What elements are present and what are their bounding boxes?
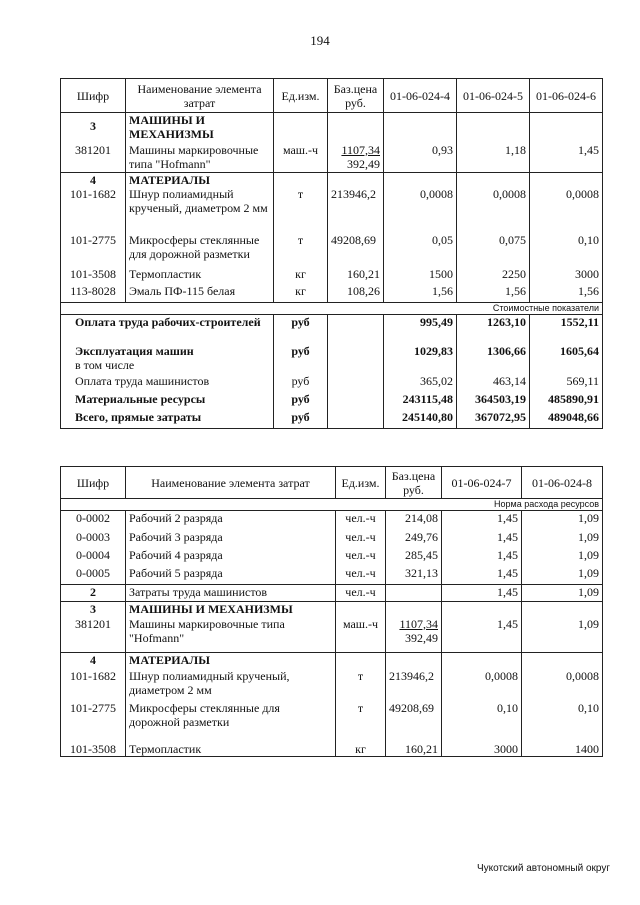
cost-unit: руб bbox=[274, 314, 328, 344]
cost-row bbox=[61, 392, 603, 410]
row-value: 1,45 bbox=[442, 548, 522, 566]
section-title: МАШИНЫ И МЕХАНИЗМЫ bbox=[126, 602, 336, 617]
table-row bbox=[61, 669, 603, 701]
section-row bbox=[61, 602, 603, 617]
header-col-4: 01-06-024-4 bbox=[384, 79, 457, 113]
row-value: 0,93 bbox=[384, 143, 457, 173]
table-header-row bbox=[61, 79, 603, 113]
cost-value: 489048,66 bbox=[530, 410, 603, 428]
row-value: 2250 bbox=[457, 267, 530, 284]
cost-value: 463,14 bbox=[457, 374, 530, 392]
section-row bbox=[61, 653, 603, 669]
header-name: Наименование элемента затрат bbox=[126, 467, 336, 499]
row-value: 1,45 bbox=[530, 143, 603, 173]
cost-value: 1552,11 bbox=[530, 314, 603, 344]
row-name: Рабочий 4 разряда bbox=[126, 548, 336, 566]
row-name: Машины маркировочные типа "Hofmann" bbox=[126, 143, 274, 173]
row-price bbox=[328, 143, 384, 173]
norm-note: Норма расхода ресурсов bbox=[61, 499, 603, 511]
row-price: 214,08 bbox=[386, 511, 442, 530]
row-value: 1,09 bbox=[522, 511, 603, 530]
header-unit: Ед.изм. bbox=[274, 79, 328, 113]
table-row bbox=[61, 233, 603, 267]
row-value: 1,56 bbox=[530, 284, 603, 302]
table-row bbox=[61, 187, 603, 233]
price-secondary: 392,49 bbox=[405, 630, 438, 645]
cost-value: 1029,83 bbox=[384, 344, 457, 374]
row-unit: маш.-ч bbox=[274, 143, 328, 173]
table-row bbox=[61, 737, 603, 757]
row-price: 213946,2 bbox=[328, 187, 384, 233]
header-price: Баз.цена руб. bbox=[328, 79, 384, 113]
section-title: МАШИНЫ И МЕХАНИЗМЫ bbox=[126, 113, 274, 143]
cost-value: 1306,66 bbox=[457, 344, 530, 374]
row-price: 321,13 bbox=[386, 566, 442, 585]
header-col-8: 01-06-024-8 bbox=[522, 467, 603, 499]
row-name: Машины маркировочные типа "Hofmann" bbox=[126, 617, 336, 653]
row-code: 101-3508 bbox=[61, 737, 126, 757]
table-header-row bbox=[61, 467, 603, 499]
note-row bbox=[61, 302, 603, 314]
row-price: 285,45 bbox=[386, 548, 442, 566]
row-value: 0,0008 bbox=[442, 669, 522, 701]
page-number: 194 bbox=[310, 33, 330, 48]
header-price: Баз.цена руб. bbox=[386, 467, 442, 499]
row-code: 381201 bbox=[61, 617, 126, 653]
row-name: Шнур полиамидный крученый, диаметром 2 мм bbox=[126, 669, 336, 701]
cost-subnote: в том числе bbox=[75, 358, 135, 372]
row-code: 0-0004 bbox=[61, 548, 126, 566]
row-unit: кг bbox=[274, 284, 328, 302]
row-value: 0,0008 bbox=[522, 669, 603, 701]
section-title: МАТЕРИАЛЫ bbox=[126, 653, 336, 669]
row-value: 1,09 bbox=[522, 585, 603, 602]
section-row bbox=[61, 113, 603, 143]
section-title: МАТЕРИАЛЫ bbox=[126, 173, 274, 188]
row-name: Шнур полиамидный крученый, диаметром 2 мм bbox=[126, 187, 274, 233]
section-number: 4 bbox=[61, 653, 126, 669]
cost-value: 243115,48 bbox=[384, 392, 457, 410]
table-row bbox=[61, 701, 603, 737]
header-col-7: 01-06-024-7 bbox=[442, 467, 522, 499]
row-value: 1,45 bbox=[442, 566, 522, 585]
cost-value: 485890,91 bbox=[530, 392, 603, 410]
row-code: 101-1682 bbox=[61, 669, 126, 701]
row-unit: маш.-ч bbox=[336, 617, 386, 653]
row-code: 101-3508 bbox=[61, 267, 126, 284]
row-value: 0,0008 bbox=[384, 187, 457, 233]
cost-row bbox=[61, 410, 603, 428]
cost-value: 1263,10 bbox=[457, 314, 530, 344]
row-price: 108,26 bbox=[328, 284, 384, 302]
row-value: 0,0008 bbox=[457, 187, 530, 233]
row-value: 0,075 bbox=[457, 233, 530, 267]
cost-unit: руб bbox=[274, 374, 328, 392]
price-secondary: 392,49 bbox=[347, 156, 380, 171]
row-value: 0,10 bbox=[442, 701, 522, 737]
row-value: 1,56 bbox=[457, 284, 530, 302]
row-value: 1400 bbox=[522, 737, 603, 757]
row-price: 49208,69 bbox=[386, 701, 442, 737]
table-row bbox=[61, 617, 603, 653]
row-code: 101-2775 bbox=[61, 701, 126, 737]
header-col-5: 01-06-024-5 bbox=[457, 79, 530, 113]
row-value: 1,09 bbox=[522, 530, 603, 548]
row-unit: чел.-ч bbox=[336, 548, 386, 566]
row-unit: т bbox=[274, 187, 328, 233]
section-row bbox=[61, 173, 603, 188]
row-value: 0,05 bbox=[384, 233, 457, 267]
row-unit: кг bbox=[336, 737, 386, 757]
row-code: 2 bbox=[61, 585, 126, 602]
cost-unit: руб bbox=[274, 392, 328, 410]
row-name: Микросферы стеклянные для дорожной разметки bbox=[126, 701, 336, 737]
row-value: 1,56 bbox=[384, 284, 457, 302]
cost-row bbox=[61, 344, 603, 374]
row-unit: т bbox=[336, 669, 386, 701]
row-value: 1,09 bbox=[522, 566, 603, 585]
row-code: 101-2775 bbox=[61, 233, 126, 267]
cost-name: Эксплуатация машин в том числе bbox=[61, 344, 274, 374]
row-price: 160,21 bbox=[386, 737, 442, 757]
header-col-6: 01-06-024-6 bbox=[530, 79, 603, 113]
row-code: 113-8028 bbox=[61, 284, 126, 302]
row-value: 0,0008 bbox=[530, 187, 603, 233]
cost-indicators-note: Стоимостные показатели bbox=[61, 302, 603, 314]
row-code: 0-0003 bbox=[61, 530, 126, 548]
row-price: 160,21 bbox=[328, 267, 384, 284]
row-value: 0,10 bbox=[522, 701, 603, 737]
cost-value: 245140,80 bbox=[384, 410, 457, 428]
row-value: 1,18 bbox=[457, 143, 530, 173]
row-unit: чел.-ч bbox=[336, 530, 386, 548]
row-value: 1,09 bbox=[522, 548, 603, 566]
row-unit: т bbox=[274, 233, 328, 267]
row-value: 1,45 bbox=[442, 585, 522, 602]
row-unit: чел.-ч bbox=[336, 511, 386, 530]
cost-value: 1605,64 bbox=[530, 344, 603, 374]
row-name: Микросферы стеклянные для дорожной разметки bbox=[126, 233, 274, 267]
row-name: Рабочий 5 разряда bbox=[126, 566, 336, 585]
row-name: Эмаль ПФ-115 белая bbox=[126, 284, 274, 302]
row-code: 101-1682 bbox=[61, 187, 126, 233]
row-value: 1500 bbox=[384, 267, 457, 284]
section-number: 3 bbox=[61, 602, 126, 617]
row-price: 49208,69 bbox=[328, 233, 384, 267]
cost-name: Оплата труда рабочих-строителей bbox=[61, 314, 274, 344]
row-name: Рабочий 3 разряда bbox=[126, 530, 336, 548]
row-price: 249,76 bbox=[386, 530, 442, 548]
row-name: Термопластик bbox=[126, 267, 274, 284]
cost-value: 995,49 bbox=[384, 314, 457, 344]
cost-value: 569,11 bbox=[530, 374, 603, 392]
row-unit: чел.-ч bbox=[336, 585, 386, 602]
row-value: 3000 bbox=[442, 737, 522, 757]
table-row bbox=[61, 284, 603, 302]
cost-unit: руб bbox=[274, 410, 328, 428]
operators-row bbox=[61, 585, 603, 602]
resource-table-2 bbox=[60, 466, 603, 757]
row-code: 381201 bbox=[61, 143, 126, 173]
cost-name: Оплата труда машинистов bbox=[61, 374, 274, 392]
row-unit: т bbox=[336, 701, 386, 737]
row-value: 0,10 bbox=[530, 233, 603, 267]
header-code: Шифр bbox=[61, 467, 126, 499]
row-value: 1,45 bbox=[442, 511, 522, 530]
region-footer: Чукотский автономный округ bbox=[476, 863, 610, 874]
row-value: 1,09 bbox=[522, 617, 603, 653]
header-unit: Ед.изм. bbox=[336, 467, 386, 499]
note-row bbox=[61, 499, 603, 511]
row-name: Затраты труда машинистов bbox=[126, 585, 336, 602]
row-name: Термопластик bbox=[126, 737, 336, 757]
cost-name: Всего, прямые затраты bbox=[61, 410, 274, 428]
cost-row bbox=[61, 314, 603, 344]
row-price: 213946,2 bbox=[386, 669, 442, 701]
section-number: 4 bbox=[61, 173, 126, 188]
cost-value: 364503,19 bbox=[457, 392, 530, 410]
cost-value: 365,02 bbox=[384, 374, 457, 392]
row-unit: чел.-ч bbox=[336, 566, 386, 585]
table-row bbox=[61, 511, 603, 530]
row-price bbox=[386, 617, 442, 653]
cost-row bbox=[61, 374, 603, 392]
section-number: 3 bbox=[61, 113, 126, 143]
cost-unit: руб bbox=[274, 344, 328, 374]
header-name: Наименование элемента затрат bbox=[126, 79, 274, 113]
row-code: 0-0002 bbox=[61, 511, 126, 530]
table-row bbox=[61, 530, 603, 548]
header-code: Шифр bbox=[61, 79, 126, 113]
table-row bbox=[61, 267, 603, 284]
row-unit: кг bbox=[274, 267, 328, 284]
row-name: Рабочий 2 разряда bbox=[126, 511, 336, 530]
price-primary: 1107,34 bbox=[341, 142, 380, 157]
table-row bbox=[61, 143, 603, 173]
row-value: 1,45 bbox=[442, 617, 522, 653]
row-code: 0-0005 bbox=[61, 566, 126, 585]
resource-table-1 bbox=[60, 78, 603, 429]
cost-name: Материальные ресурсы bbox=[61, 392, 274, 410]
cost-value: 367072,95 bbox=[457, 410, 530, 428]
price-primary: 1107,34 bbox=[399, 616, 438, 631]
table-row bbox=[61, 566, 603, 585]
row-value: 3000 bbox=[530, 267, 603, 284]
table-row bbox=[61, 548, 603, 566]
row-value: 1,45 bbox=[442, 530, 522, 548]
